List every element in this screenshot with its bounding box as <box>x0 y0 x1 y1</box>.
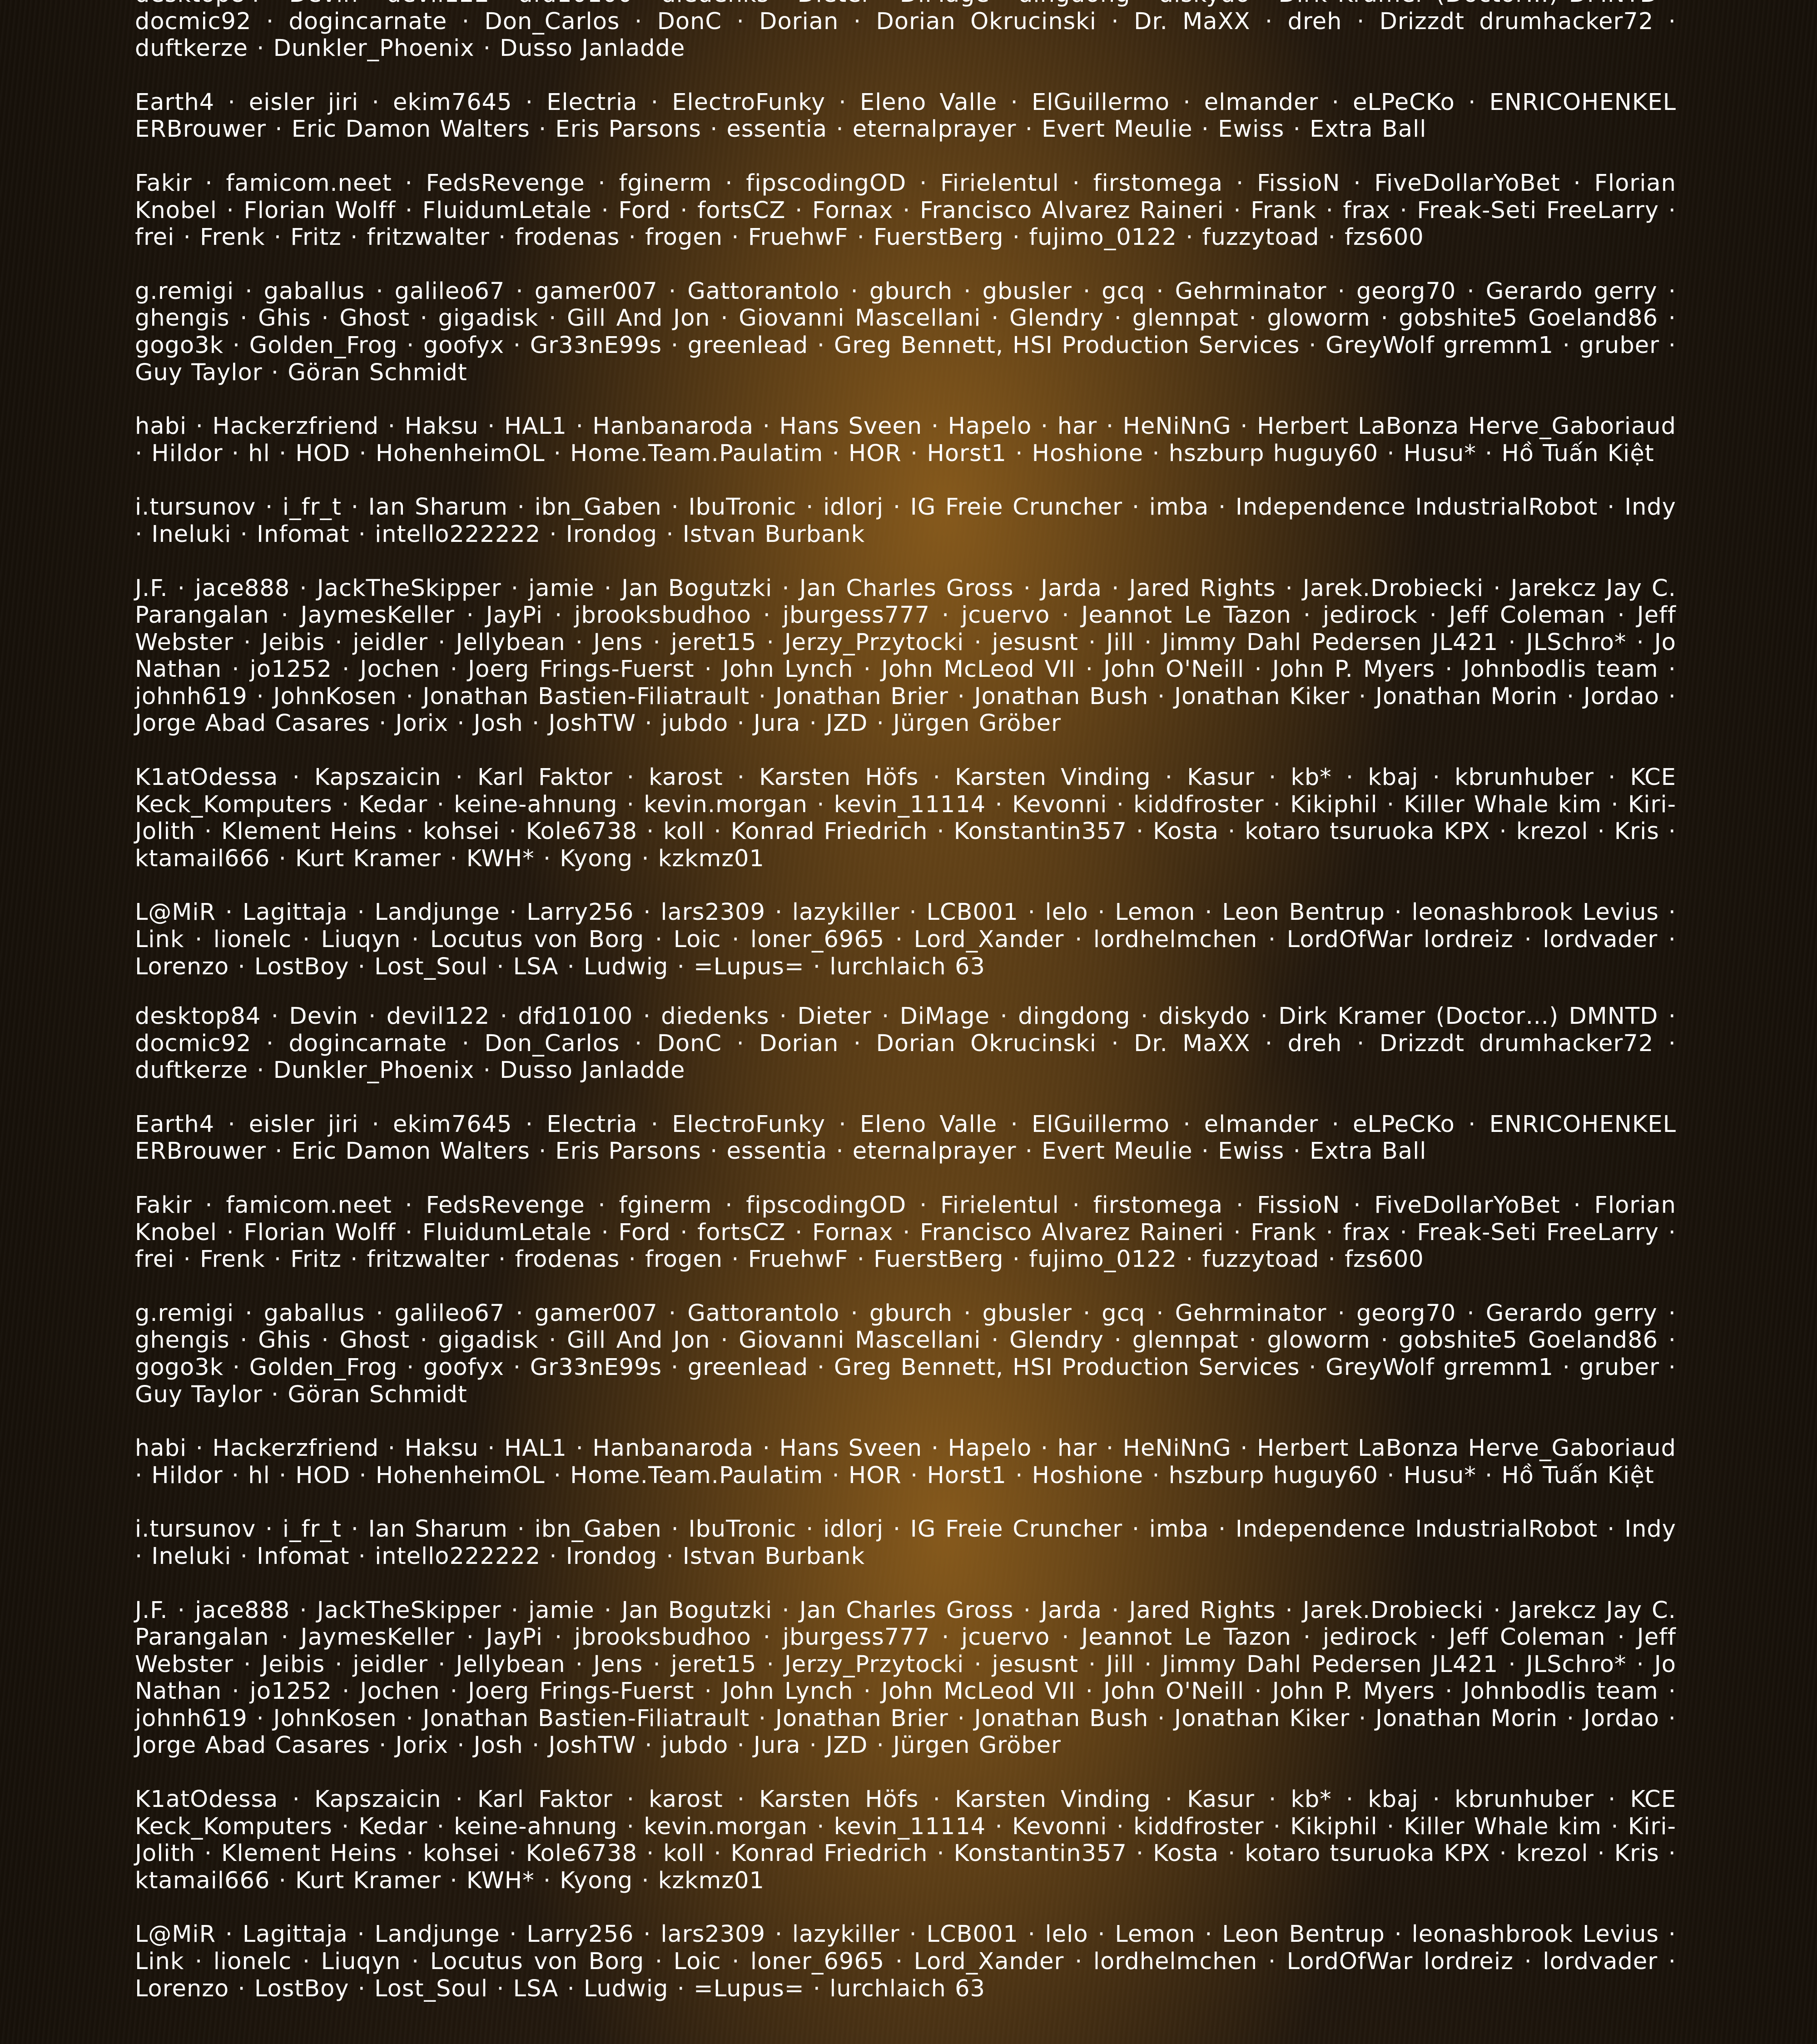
credits-names-f: Fakir · famicom.neet · FedsRevenge · fginerm · fipscodingOD · Firielentul · firstomega · FissioN · FiveDollarYoBet · Florian Knobel · Florian Wolff · FluidumLetale · Ford · fortsCZ · Fornax · Francisco Alvarez Raineri · Frank · frax · Freak-Seti FreeLarry · frei · Frenk · Fritz · fritzwalter · frodenas · frogen · FruehwF · FuerstBerg · fujimo_0122 · fuzzytoad · fzs600 <box>135 1192 1676 1273</box>
credits-names-j: J.F. · jace888 · JackTheSkipper · jamie · Jan Bogutzki · Jan Charles Gross · Jarda · Jared Rights · Jarek.Drobiecki · Jarekcz Jay C. Parangalan · JaymesKeller · JayPi · jbrooksbudhoo · jburgess777 · jcuervo · Jeannot Le Tazon · jedirock · Jeff Coleman · Jeff Webster · Jeibis · jeidler · Jellybean · Jens · jeret15 · Jerzy_Przytocki · jesusnt · Jill · Jimmy Dahl Pedersen JL421 · JLSchro* · Jo Nathan · jo1252 · Jochen · Joerg Frings-Fuerst · John Lynch · John McLeod VII · John O'Neill · John P. Myers · Johnbodlis team · johnh619 · JohnKosen · Jonathan Bastien-Filiatrault · Jonathan Brier · Jonathan Bush · Jonathan Kiker · Jonathan Morin · Jordao · Jorge Abad Casares · Jorix · Josh · JoshTW · jubdo · Jura · JZD · Jürgen Gröber <box>135 575 1676 738</box>
credits-names-f: Fakir · famicom.neet · FedsRevenge · fginerm · fipscodingOD · Firielentul · firstomega · FissioN · FiveDollarYoBet · Florian Knobel · Florian Wolff · FluidumLetale · Ford · fortsCZ · Fornax · Francisco Alvarez Raineri · Frank · frax · Freak-Seti FreeLarry · frei · Frenk · Fritz · fritzwalter · frodenas · frogen · FruehwF · FuerstBerg · fujimo_0122 · fuzzytoad · fzs600 <box>135 170 1676 251</box>
credits-names-d: docmic92 · dogincarnate · Don_Carlos · DonC · Dorian · Dorian Okrucinski · Dr. MaXX · dreh · Drizzdt drumhacker72 · duftkerze · Dunkler_Phoenix · Dusso Janladde <box>135 0 1676 62</box>
credits-names-d: desktop84 · Devin · devil122 · dfd10100 · diedenks · Dieter · DiMage · dingdong · diskydo · Dirk Kramer (Doctor…) DMNTD · docmic92 · dogincarnate · Don_Carlos · DonC · Dorian · Dorian Okrucinski · Dr. MaXX · dreh · Drizzdt drumhacker72 · duftkerze · Dunkler_Phoenix · Dusso Janladde <box>135 1003 1676 1084</box>
credits-names-e: Earth4 · eisler jiri · ekim7645 · Electria · ElectroFunky · Eleno Valle · ElGuillermo · elmander · eLPeCKo · ENRICOHENKEL ERBrouwer · Eric Damon Walters · Eris Parsons · essentia · eternalprayer · Evert Meulie · Ewiss · Extra Ball <box>135 89 1676 143</box>
credits-names-h: habi · Hackerzfriend · Haksu · HAL1 · Hanbanaroda · Hans Sveen · Hapelo · har · HeNiNnG · Herbert LaBonza Herve_Gaboriaud · Hildor · hl · HOD · HohenheimOL · Home.Team.Paulatim · HOR · Horst1 · Hoshione · hszburp huguy60 · Husu* · Hồ Tuấn Kiệt <box>135 413 1676 467</box>
credits-names-l: L@MiR · Lagittaja · Landjunge · Larry256 · lars2309 · lazykiller · LCB001 · lelo · Lemon · Leon Bentrup · leonashbrook Levius · Link · lionelc · Liuqyn · Locutus von Borg · Loic · loner_6965 · Lord_Xander · lordhelmchen · LordOfWar lordreiz · lordvader · Lorenzo · LostBoy · Lost_Soul · LSA · Ludwig · =Lupus= · lurchlaich 63 <box>135 899 1676 980</box>
credits-names-g: g.remigi · gaballus · galileo67 · gamer007 · Gattorantolo · gburch · gbusler · gcq · Gehrminator · georg70 · Gerardo gerry · ghengis · Ghis · Ghost · gigadisk · Gill And Jon · Giovanni Mascellani · Glendry · glennpat · gloworm · gobshite5 Goeland86 · gogo3k · Golden_Frog · goofyx · Gr33nE99s · greenlead · Greg Bennett, HSI Production Services · GreyWolf grremm1 · gruber · Guy Taylor · Göran Schmidt <box>135 278 1676 386</box>
credits-names-i: i.tursunov · i_fr_t · Ian Sharum · ibn_Gaben · IbuTronic · idlorj · IG Freie Cruncher · imba · Independence IndustrialRobot · Indy · Ineluki · Infomat · intello222222 · Irondog · Istvan Burbank <box>135 1516 1676 1570</box>
credits-names-l: L@MiR · Lagittaja · Landjunge · Larry256 · lars2309 · lazykiller · LCB001 · lelo · Lemon · Leon Bentrup · leonashbrook Levius · Link · lionelc · Liuqyn · Locutus von Borg · Loic · loner_6965 · Lord_Xander · lordhelmchen · LordOfWar lordreiz · lordvader · Lorenzo · LostBoy · Lost_Soul · LSA · Ludwig · =Lupus= · lurchlaich 63 <box>135 1921 1676 2002</box>
credits-names-k: K1atOdessa · Kapszaicin · Karl Faktor · karost · Karsten Höfs · Karsten Vinding · Kasur · kb* · kbaj · kbrunhuber · KCE Keck_Komputers · Kedar · keine-ahnung · kevin.morgan · kevin_11114 · Kevonni · kiddfroster · Kikiphil · Killer Whale kim · Kiri-Jolith · Klement Heins · kohsei · Kole6738 · koll · Konrad Friedrich · Konstantin357 · Kosta · kotaro tsuruoka KPX · krezol · Kris · ktamail666 · Kurt Kramer · KWH* · Kyong · kzkmz01 <box>135 764 1676 872</box>
credits-names-h: habi · Hackerzfriend · Haksu · HAL1 · Hanbanaroda · Hans Sveen · Hapelo · har · HeNiNnG · Herbert LaBonza Herve_Gaboriaud · Hildor · hl · HOD · HohenheimOL · Home.Team.Paulatim · HOR · Horst1 · Hoshione · hszburp huguy60 · Husu* · Hồ Tuấn Kiệt <box>135 1435 1676 1489</box>
credits-names-i: i.tursunov · i_fr_t · Ian Sharum · ibn_Gaben · IbuTronic · idlorj · IG Freie Cruncher · imba · Independence IndustrialRobot · Indy · Ineluki · Infomat · intello222222 · Irondog · Istvan Burbank <box>135 494 1676 548</box>
credits-names-g: g.remigi · gaballus · galileo67 · gamer007 · Gattorantolo · gburch · gbusler · gcq · Gehrminator · georg70 · Gerardo gerry · ghengis · Ghis · Ghost · gigadisk · Gill And Jon · Giovanni Mascellani · Glendry · glennpat · gloworm · gobshite5 Goeland86 · gogo3k · Golden_Frog · goofyx · Gr33nE99s · greenlead · Greg Bennett, HSI Production Services · GreyWolf grremm1 · gruber · Guy Taylor · Göran Schmidt <box>135 1300 1676 1408</box>
credits-names-j: J.F. · jace888 · JackTheSkipper · jamie · Jan Bogutzki · Jan Charles Gross · Jarda · Jared Rights · Jarek.Drobiecki · Jarekcz Jay C. Parangalan · JaymesKeller · JayPi · jbrooksbudhoo · jburgess777 · jcuervo · Jeannot Le Tazon · jedirock · Jeff Coleman · Jeff Webster · Jeibis · jeidler · Jellybean · Jens · jeret15 · Jerzy_Przytocki · jesusnt · Jill · Jimmy Dahl Pedersen JL421 · JLSchro* · Jo Nathan · jo1252 · Jochen · Joerg Frings-Fuerst · John Lynch · John McLeod VII · John O'Neill · John P. Myers · Johnbodlis team · johnh619 · JohnKosen · Jonathan Bastien-Filiatrault · Jonathan Brier · Jonathan Bush · Jonathan Kiker · Jonathan Morin · Jordao · Jorge Abad Casares · Jorix · Josh · JoshTW · jubdo · Jura · JZD · Jürgen Gröber <box>135 1597 1676 1760</box>
credits-names-e: Earth4 · eisler jiri · ekim7645 · Electria · ElectroFunky · Eleno Valle · ElGuillermo · elmander · eLPeCKo · ENRICOHENKEL ERBrouwer · Eric Damon Walters · Eris Parsons · essentia · eternalprayer · Evert Meulie · Ewiss · Extra Ball <box>135 1111 1676 1165</box>
credits-names-k: K1atOdessa · Kapszaicin · Karl Faktor · karost · Karsten Höfs · Karsten Vinding · Kasur · kb* · kbaj · kbrunhuber · KCE Keck_Komputers · Kedar · keine-ahnung · kevin.morgan · kevin_11114 · Kevonni · kiddfroster · Kikiphil · Killer Whale kim · Kiri-Jolith · Klement Heins · kohsei · Kole6738 · koll · Konrad Friedrich · Konstantin357 · Kosta · kotaro tsuruoka KPX · krezol · Kris · ktamail666 · Kurt Kramer · KWH* · Kyong · kzkmz01 <box>135 1786 1676 1894</box>
